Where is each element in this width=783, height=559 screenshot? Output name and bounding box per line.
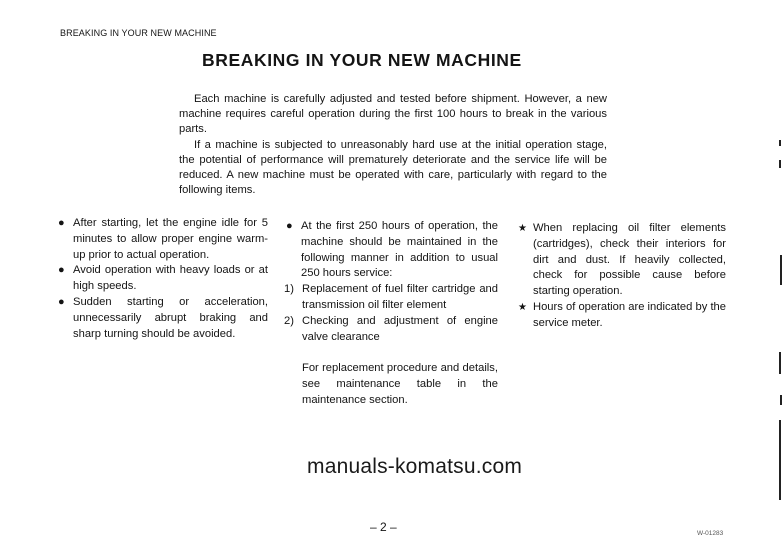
page-title: BREAKING IN YOUR NEW MACHINE [202,50,522,70]
bullet-icon: ● [286,220,293,232]
list-item-text: Avoid operation with heavy loads or at high speeds. [73,264,268,293]
intro-text [179,92,607,198]
maintenance-note: For replacement procedure and details, see maintenance table in the maintenance section. [302,362,498,406]
list-item [58,295,268,342]
sub-item-number: 2) [284,314,294,327]
sub-item-text: Replacement of fuel filter cartridge and transmission oil filter element [302,283,498,311]
list-item-text: At the first 250 hours of operation, the machine should be maintained in the following manner in addition to usual 250 hours service: [301,220,498,280]
scan-edge-mark [779,140,781,146]
sub-item [286,282,498,314]
sub-item-number: 1) [284,283,294,296]
scan-edge-mark [780,395,782,405]
precautions-column-2 [286,219,498,409]
list-item [286,219,498,282]
running-header: BREAKING IN YOUR NEW MACHINE [60,28,217,38]
list-item-text: Hours of operation are indicated by the service meter. [533,300,726,329]
sub-item-text: Checking and adjustment of engine valve clearance [302,314,498,343]
precautions-column-1 [58,216,268,342]
intro-paragraph: If a machine is subjected to unreasonably hard use at the initial operation stage, the potential of performance will prematurely deteriorate and the service life will be reduced. A new machine must be operated with care, particularly with regard to the following items. [179,138,607,197]
precautions-column-3 [518,221,726,332]
list-item [518,300,726,332]
scan-edge-mark [780,255,782,285]
list-item [58,263,268,295]
bullet-icon: ● [58,264,65,277]
watermark: manuals-komatsu.com [307,455,523,478]
star-icon: ★ [518,223,527,234]
star-icon: ★ [518,301,527,313]
list-item [58,216,268,263]
page-number: – 2 – [370,520,397,534]
list-item-text: After starting, let the engine idle for 5 minutes to allow proper engine warm-up prior to actual operation. [73,217,268,261]
list-item-text: When replacing oil filter elements (cartridges), check their interiors for dirt and dust. If heavily collected, check for possible cause before starting operation. [533,222,726,298]
intro-paragraph: Each machine is carefully adjusted and tested before shipment. However, a new machine requires careful operation during the first 100 hours to break in the various parts. [179,93,607,136]
document-code: W-01283 [697,530,724,537]
list-item [518,221,726,300]
scan-edge-mark [779,160,781,168]
bullet-icon: ● [58,295,65,308]
list-item-text: Sudden starting or acceleration, unnecessarily abrupt braking and sharp turning should be avoided. [73,295,268,340]
scan-edge-mark [779,420,781,500]
sub-item [286,314,498,346]
bullet-icon: ● [58,217,65,229]
scan-edge-mark [779,352,781,374]
